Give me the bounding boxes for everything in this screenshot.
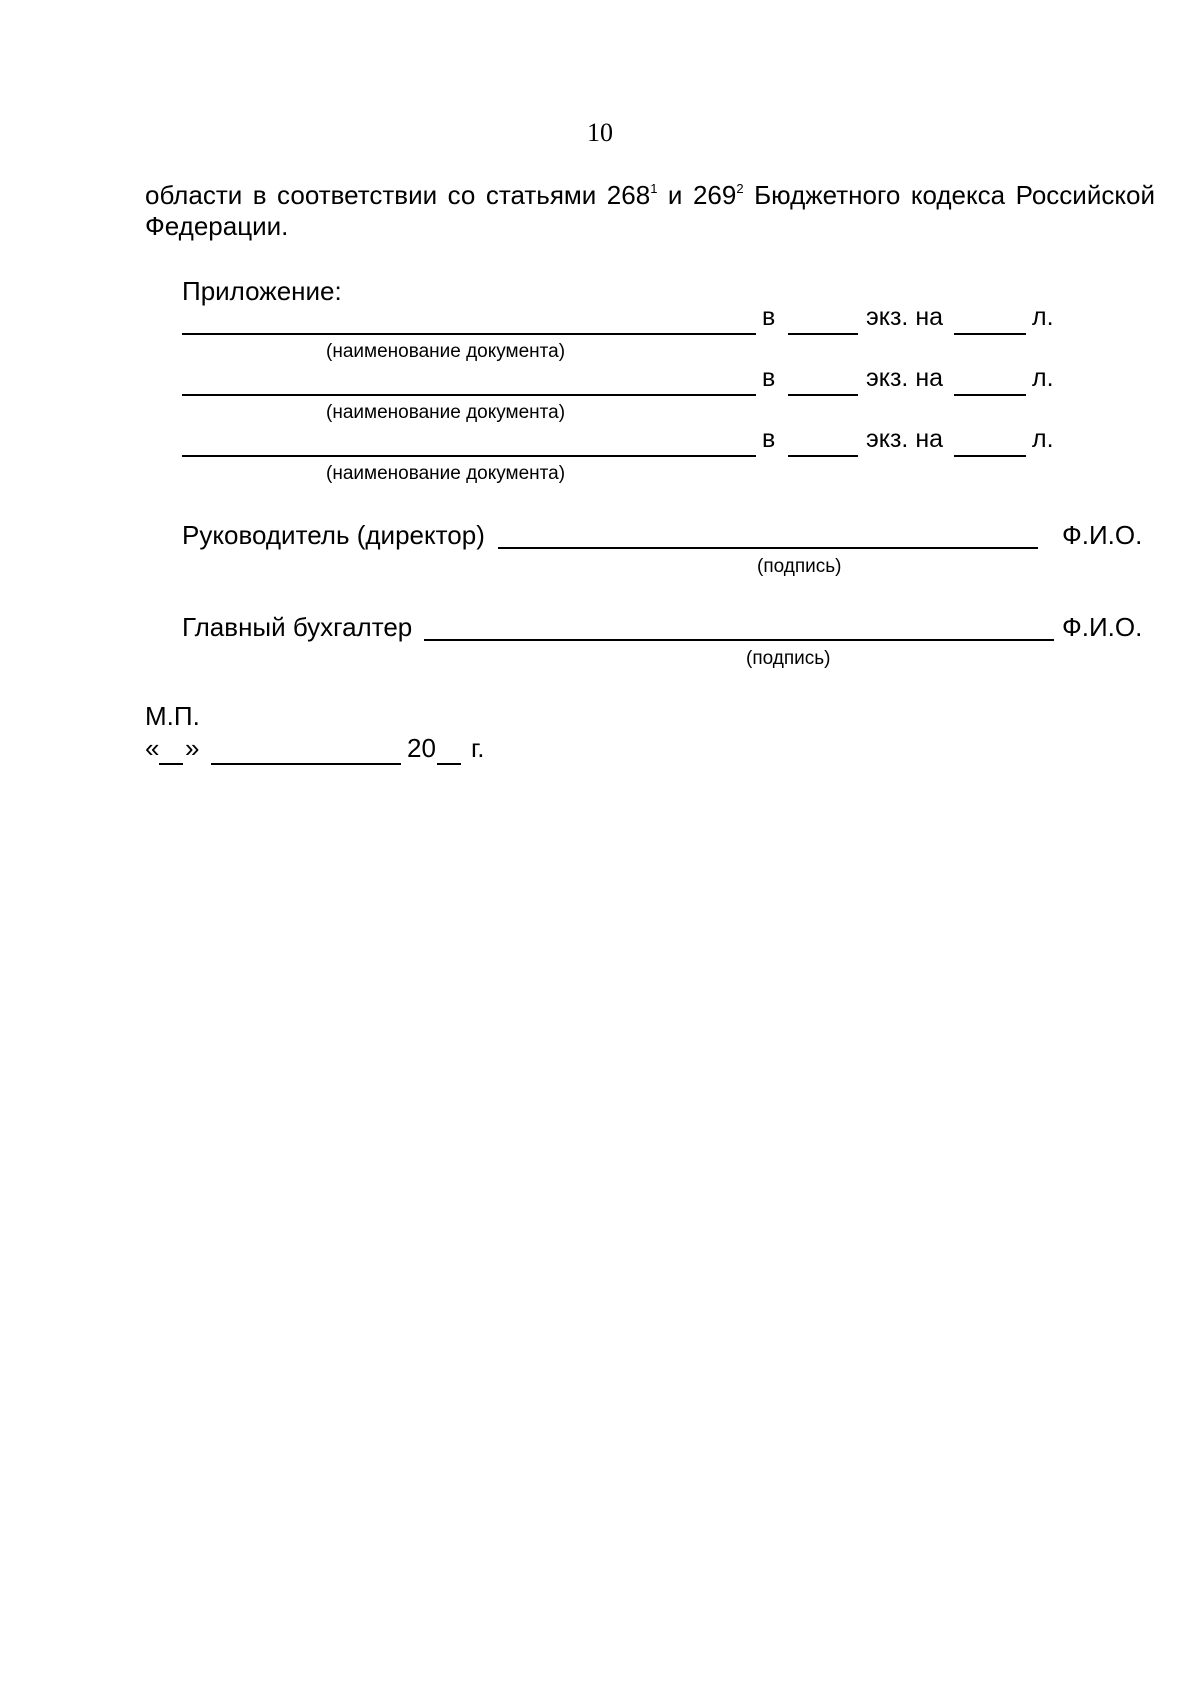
sheets-blank[interactable] <box>954 333 1026 335</box>
copies-prefix: в <box>762 364 776 392</box>
document-name-caption: (наименование документа) <box>326 402 566 423</box>
copies-blank[interactable] <box>788 394 858 396</box>
body-text-part1: области в соответствии со статьями 268 <box>145 180 651 210</box>
footnote-mark-2: 2 <box>736 181 744 196</box>
sheets-blank[interactable] <box>954 394 1026 396</box>
director-signature-caption: (подпись) <box>757 556 842 577</box>
copies-prefix: в <box>762 303 776 331</box>
page-number: 10 <box>587 118 613 147</box>
accountant-signature-caption: (подпись) <box>746 648 831 669</box>
copies-label: экз. на <box>866 303 944 331</box>
accountant-label: Главный бухгалтер <box>182 612 413 642</box>
date-open-quote: « <box>145 733 160 763</box>
document-name-caption: (наименование документа) <box>326 463 566 484</box>
date-close-quote: » <box>185 733 200 763</box>
copies-blank[interactable] <box>788 455 858 457</box>
director-label: Руководитель (директор) <box>182 520 485 550</box>
year-prefix: 20 <box>407 733 436 763</box>
body-text-part2: и 269 <box>657 180 737 210</box>
copies-blank[interactable] <box>788 333 858 335</box>
year-blank[interactable] <box>437 763 461 765</box>
footnote-mark-1: 1 <box>650 181 658 196</box>
date-line <box>145 733 545 769</box>
accountant-fio: Ф.И.О. <box>1062 612 1143 642</box>
year-suffix: г. <box>471 733 485 763</box>
day-blank[interactable] <box>159 763 183 765</box>
director-signature-blank[interactable] <box>498 547 1038 549</box>
copies-label: экз. на <box>866 425 944 453</box>
body-text-part3: Бюджетного кодекса Российской Федерации. <box>145 180 1156 241</box>
stamp-place-label: М.П. <box>145 701 200 731</box>
sheets-label: л. <box>1032 425 1054 453</box>
document-name-blank[interactable] <box>182 455 756 457</box>
copies-prefix: в <box>762 425 776 453</box>
attachment-heading: Приложение: <box>182 276 342 306</box>
director-fio: Ф.И.О. <box>1062 520 1143 550</box>
attachment-row <box>182 303 1062 339</box>
sheets-blank[interactable] <box>954 455 1026 457</box>
document-name-blank[interactable] <box>182 333 756 335</box>
body-paragraph <box>145 180 1155 242</box>
month-blank[interactable] <box>211 763 401 765</box>
attachment-row <box>182 425 1062 461</box>
accountant-signature-blank[interactable] <box>424 639 1054 641</box>
copies-label: экз. на <box>866 364 944 392</box>
document-name-blank[interactable] <box>182 394 756 396</box>
document-name-caption: (наименование документа) <box>326 341 566 362</box>
attachment-row <box>182 364 1062 400</box>
sheets-label: л. <box>1032 364 1054 392</box>
sheets-label: л. <box>1032 303 1054 331</box>
